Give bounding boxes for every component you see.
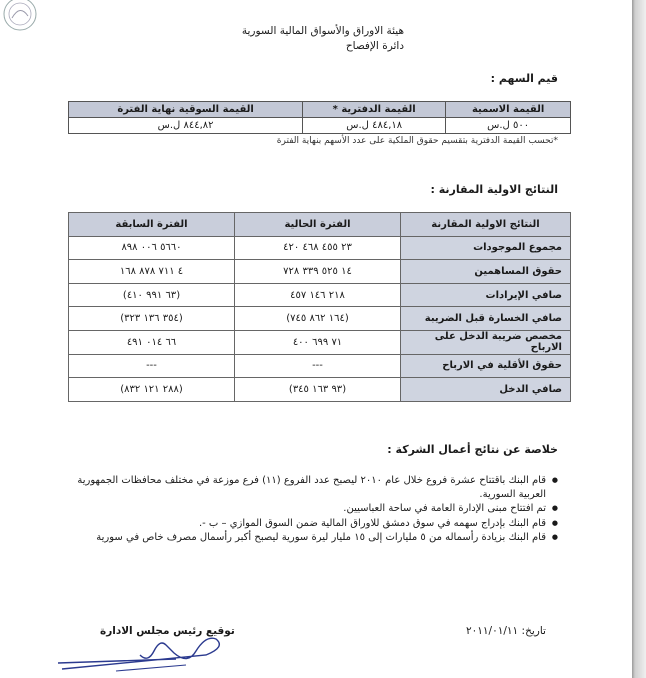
table-row xyxy=(69,307,571,331)
summary-heading: خلاصة عن نتائج أعمال الشركة : xyxy=(387,443,558,456)
current-value: (٩٣ ١٦٣ ٣٤٥) xyxy=(235,378,401,402)
signature-label: توقيع رئيس مجلس الادارة xyxy=(100,625,235,637)
table-row xyxy=(69,118,571,134)
previous-value: (٢٨٨ ١٢١ ٨٣٢) xyxy=(69,378,235,402)
book-value: ٤٨٤,١٨ ل.س xyxy=(303,118,446,134)
department-name: دائرة الإفصاح xyxy=(345,40,404,52)
date-label: تاريخ: xyxy=(521,625,546,637)
report-date xyxy=(466,625,546,637)
row-label: صافي الدخل xyxy=(401,378,571,402)
share-value-heading: قيم السهم : xyxy=(490,72,558,85)
results-table xyxy=(68,212,571,402)
share-value-table xyxy=(68,101,571,134)
current-value: (١٦٤ ٨٦٢ ٧٤٥) xyxy=(235,307,401,331)
list-item: ● قام البنك بإدراج سهمه في سوق دمشق للاوراق المالية ضمن السوق الموازي – ب -. xyxy=(68,517,558,531)
summary-list xyxy=(68,474,558,546)
table-row xyxy=(69,330,571,354)
table-row xyxy=(69,354,571,378)
column-header: القيمة الدفترية * xyxy=(303,102,446,118)
row-label: مجموع الموجودات xyxy=(401,236,571,260)
previous-value: ٦٦ ٠١٤ ٤٩١ xyxy=(69,330,235,354)
column-header: القيمة السوقية نهاية الفترة xyxy=(69,102,303,118)
signature-icon xyxy=(56,625,246,675)
row-label: حقوق الأقلية في الارباح xyxy=(401,354,571,378)
list-item: ● قام البنك باقتتاح عشرة فروع خلال عام ٢٠١٠ ليصبح عدد الفروع (١١) فرع موزعة في مختلف محافظات الجمهورية العربية السورية. xyxy=(68,474,558,501)
row-label: مخصص ضريبة الدخل على الارباح xyxy=(401,330,571,354)
current-value: ١٤ ٥٢٥ ٣٣٩ ٧٢٨ xyxy=(235,260,401,284)
document-header xyxy=(242,24,404,54)
nominal-value: ٥٠٠ ل.س xyxy=(446,118,571,134)
previous-value: --- xyxy=(69,354,235,378)
seal-icon xyxy=(2,0,42,38)
page-edge-shadow xyxy=(632,0,646,678)
row-label: حقوق المساهمين xyxy=(401,260,571,284)
list-item: ● تم افتتاح مبنى الإدارة العامة في ساحة العباسيين. xyxy=(68,502,558,516)
table-row xyxy=(69,236,571,260)
previous-value: (٦٣ ٩٩١ ٤١٠) xyxy=(69,283,235,307)
table-row xyxy=(69,378,571,402)
org-name: هيئة الاوراق والأسواق المالية السورية xyxy=(241,25,404,37)
row-label: صافي الإيرادات xyxy=(401,283,571,307)
column-header: الفترة الحالية xyxy=(235,213,401,237)
table-header-row xyxy=(69,213,571,237)
column-header: النتائج الاولية المقارنة xyxy=(401,213,571,237)
column-header: القيمة الاسمية xyxy=(446,102,571,118)
market-value: ٨٤٤,٨٢ ل.س xyxy=(69,118,303,134)
current-value: ٢١٨ ١٤٦ ٤٥٧ xyxy=(235,283,401,307)
current-value: ٧١ ٦٩٩ ٤٠٠ xyxy=(235,330,401,354)
row-label: صافي الخسارة قبل الضريبة xyxy=(401,307,571,331)
column-header: الفترة السابقة xyxy=(69,213,235,237)
date-value: ٢٠١١/٠١/١١ xyxy=(466,625,519,637)
table-header-row xyxy=(69,102,571,118)
book-value-note: *تحسب القيمة الدفترية بتقسيم حقوق الملكية على عدد الأسهم بنهاية الفترة xyxy=(276,136,558,146)
previous-value: ٤ ٧١١ ٨٧٨ ١٦٨ xyxy=(69,260,235,284)
current-value: --- xyxy=(235,354,401,378)
table-row xyxy=(69,260,571,284)
table-row xyxy=(69,283,571,307)
list-item: ● قام البنك بزيادة رأسماله من ٥ مليارات إلى ١٥ مليار ليرة سورية ليصبح أكبر رأسمال مصرف خاص في سورية xyxy=(68,531,558,545)
previous-value: (٣٥٤ ١٣٦ ٣٢٣) xyxy=(69,307,235,331)
previous-value: ٥٦٦٠ ٠٠٦ ٨٩٨ xyxy=(69,236,235,260)
current-value: ٢٣ ٤٥٥ ٤٦٨ ٤٢٠ xyxy=(235,236,401,260)
results-heading: النتائج الاولية المقارنة : xyxy=(430,183,558,196)
